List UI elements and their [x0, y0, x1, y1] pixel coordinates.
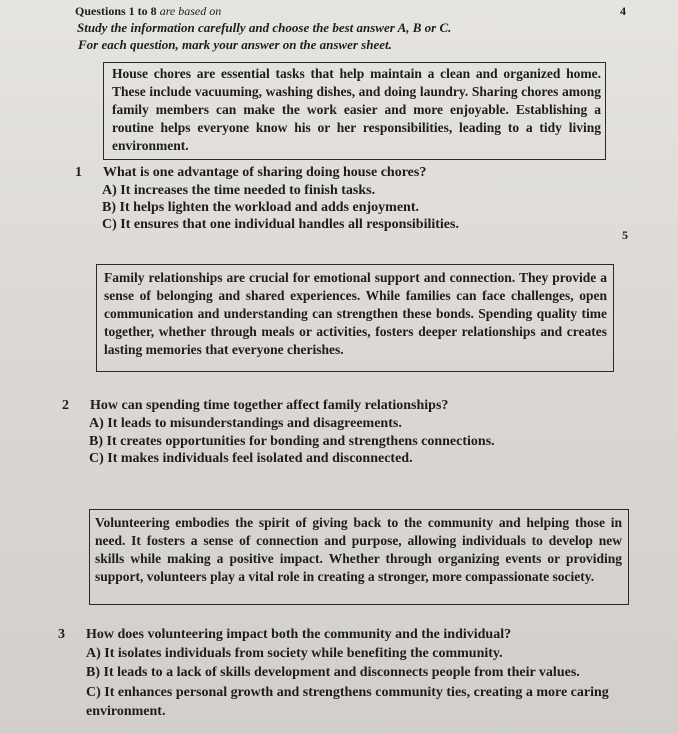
instruction-line-2: For each question, mark your answer on the answer sheet.	[78, 37, 392, 52]
page-number-4: 4	[620, 4, 626, 18]
section-title-lead: Questions 1 to 8	[75, 4, 157, 18]
question-3-option-b[interactable]: B) It leads to a lack of skills development and disconnects people from their values.	[86, 665, 580, 680]
instruction-line-1: Study the information carefully and choose the best answer A, B or C.	[77, 20, 452, 35]
passage-box-3	[89, 509, 629, 605]
question-3	[58, 626, 511, 644]
question-1-option-b[interactable]: B) It helps lighten the workload and adds enjoyment.	[102, 200, 419, 215]
question-3-option-c[interactable]: C) It enhances personal growth and strengthens community ties, creating a more caring environment.	[86, 685, 609, 719]
passage-text-2: Family relationships are crucial for emotional support and connection. They provide a sense of belonging and shared experiences. While families can face challenges, open communication and understanding can strengthen these bonds. Spending quality time together, whether through meals or activities, fosters deeper relationships and creates lasting memories that everyone cherishes.	[104, 270, 607, 357]
question-3-option-a[interactable]: A) It isolates individuals from society while benefiting the community.	[86, 646, 503, 661]
passage-text-3: Volunteering embodies the spirit of giving back to the community and helping those in need. It fosters a sense of connection and purpose, allowing individuals to develop new skills while making a positive impact. Whether through organizing events or providing support, volunteers play a vital role in creating a stronger, more compassionate society.	[95, 515, 622, 584]
question-1-option-a[interactable]: A) It increases the time needed to finish tasks.	[102, 183, 376, 198]
question-2-option-b[interactable]: B) It creates opportunities for bonding and strengthens connections.	[89, 434, 495, 449]
passage-box-1	[103, 62, 606, 160]
question-number-2: 2	[62, 398, 69, 413]
question-1	[75, 164, 426, 182]
question-1-option-c[interactable]: C) It ensures that one individual handles all responsibilities.	[102, 217, 459, 232]
question-2-option-c[interactable]: C) It makes individuals feel isolated and disconnected.	[89, 451, 413, 466]
question-text-2: How can spending time together affect family relationships?	[90, 398, 449, 413]
page-number-5: 5	[622, 228, 628, 242]
section-title	[75, 4, 221, 19]
passage-text-1: House chores are essential tasks that help maintain a clean and organized home. These include vacuuming, washing dishes, and doing laundry. Sharing chores among family members can make the work easier and more enjoyable. Establishing a routine helps everyone know his or her responsibilities, leading to a tidy living environment.	[112, 66, 601, 153]
section-title-tail: are based on	[156, 4, 222, 18]
question-text-3: How does volunteering impact both the community and the individual?	[86, 627, 512, 642]
question-number-1: 1	[75, 165, 82, 180]
question-text-1: What is one advantage of sharing doing house chores?	[103, 165, 427, 180]
question-2	[62, 397, 448, 415]
question-2-option-a[interactable]: A) It leads to misunderstandings and disagreements.	[89, 416, 402, 431]
question-number-3: 3	[58, 627, 65, 642]
passage-box-2	[96, 264, 614, 372]
